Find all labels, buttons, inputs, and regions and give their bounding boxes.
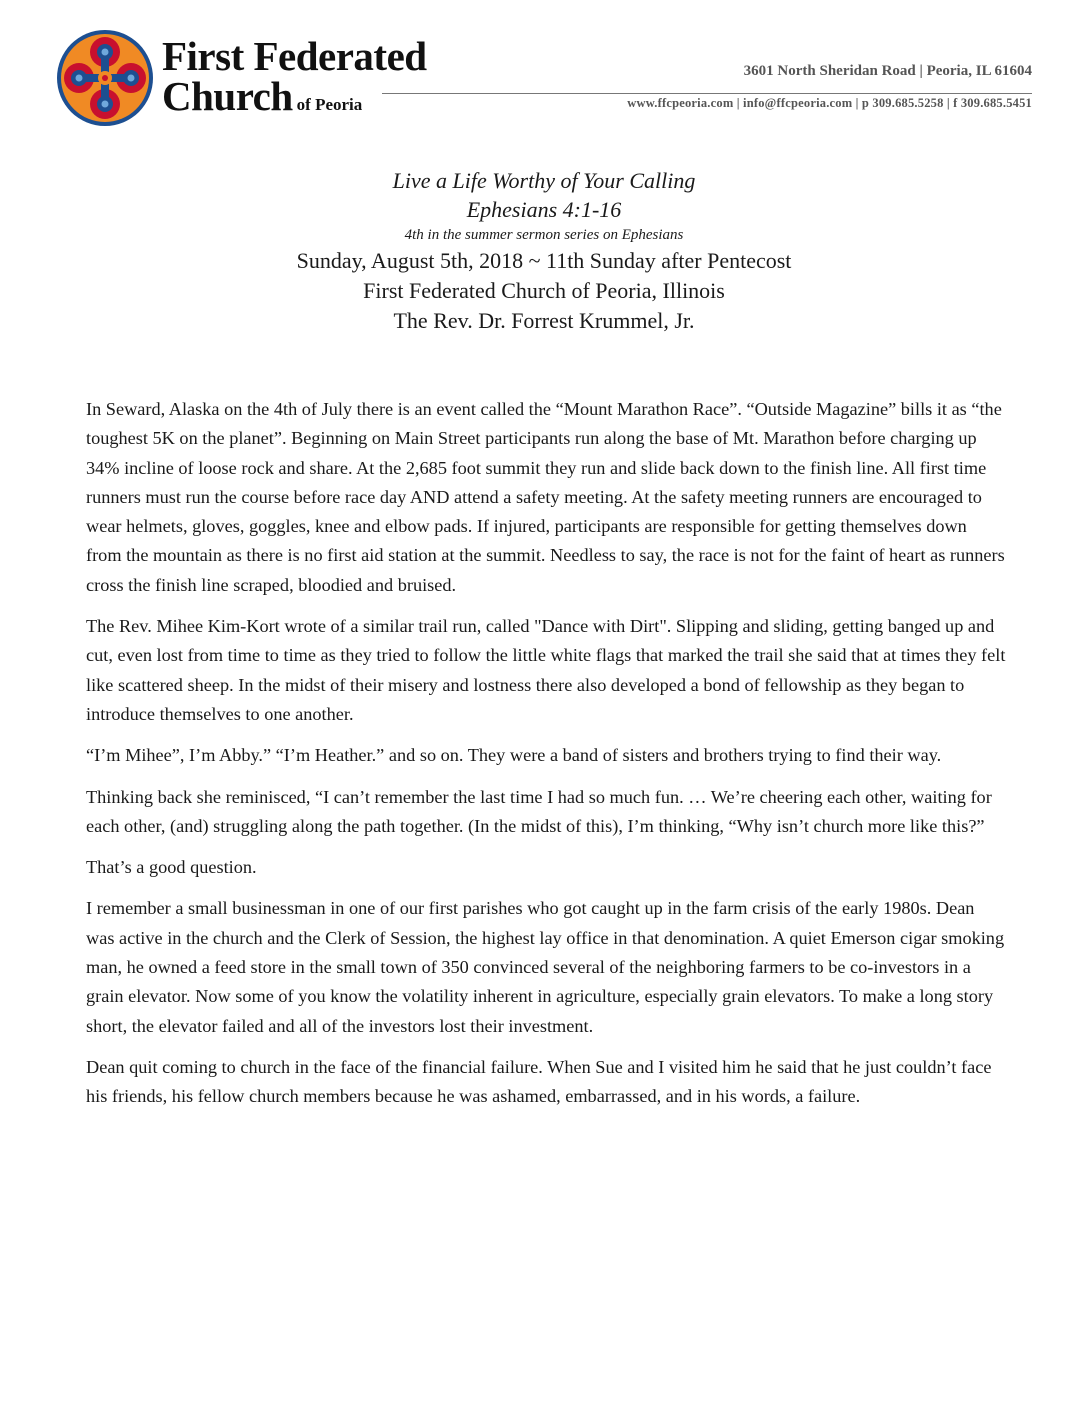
sermon-author: The Rev. Dr. Forrest Krummel, Jr. [393, 308, 695, 333]
sermon-series: 4th in the summer sermon series on Ephesians [404, 227, 684, 243]
sermon-header [0, 166, 1088, 336]
org-name-of-peoria: of Peoria [296, 95, 363, 114]
paragraph: That’s a good question. [86, 857, 257, 878]
paragraph: I remember a small businessman in one of our first parishes who got caught up in the farm crisis of the early 1980s. Dean was active in the church and the Clerk of Session, the highest lay office in that denomination. A quiet Emerson cigar smoking man, he owned a feed store in the small town of 350 convinced several of the neighboring farmers to be co-investors in a grain elevator. Now some of you know the volatility inherent in agriculture, especially grain elevators. To make a long story short, the elevator failed and all of the investors lost their investment. [86, 898, 1005, 1036]
quatrefoil-cross-logo-icon [55, 28, 155, 128]
org-name-line1: First Federated [162, 33, 427, 79]
paragraph: “I’m Mihee”, I’m Abby.” “I’m Heather.” and so on. They were a band of sisters and brothers trying to find their way. [86, 745, 942, 766]
church-location: First Federated Church of Peoria, Illinois [363, 278, 725, 303]
sermon-date: Sunday, August 5th, 2018 ~ 11th Sunday after Pentecost [296, 248, 792, 273]
church-address: 3601 North Sheridan Road | Peoria, IL 61604 [743, 63, 1032, 79]
org-name-line2 [162, 74, 362, 118]
church-contact-info: www.ffcpeoria.com | info@ffcpeoria.com | p 309.685.5258 | f 309.685.5451 [627, 96, 1032, 110]
letterhead [0, 0, 1088, 125]
sermon-title: Live a Life Worthy of Your Calling [392, 168, 696, 193]
paragraph: In Seward, Alaska on the 4th of July there is an event called the “Mount Marathon Race”. “Outside Magazine” bills it as “the toughest 5K on the planet”. Beginning on Main Street participants run along the base of Mt. Marathon before charging up 34% incline of loose rock and share. At the 2,685 foot summit they run and slide back down to the finish line. All first time runners must run the course before race day AND attend a safety meeting. At the safety meeting runners are encouraged to wear helmets, gloves, goggles, knee and elbow pads. If injured, participants are responsible for getting themselves down from the mountain as there is no first aid station at the summit. Needless to say, the race is not for the faint of heart as runners cross the finish line scraped, bloodied and bruised. [86, 399, 1005, 595]
paragraph: Dean quit coming to church in the face of the financial failure. When Sue and I visited him he said that he just couldn’t face his friends, his fellow church members because he was ashamed, embarrassed, and in his words, a failure. [86, 1056, 992, 1107]
scripture-reference: Ephesians 4:1-16 [466, 197, 622, 222]
letterhead-divider [382, 93, 1032, 94]
sermon-body [86, 395, 1006, 1124]
paragraph: Thinking back she reminisced, “I can’t remember the last time I had so much fun. … We’re cheering each other, waiting for each other, (and) struggling along the path together. (In the midst of this), I’m thinking, “Why isn’t church more like this?” [86, 786, 992, 836]
org-name-church: Church [162, 73, 293, 119]
paragraph: The Rev. Mihee Kim-Kort wrote of a similar trail run, called "Dance with Dirt". Slipping and sliding, getting banged up and cut, even lost from time to time as they tried to follow the little white flags that marked the trail she said that at times they felt like scattered sheep. In the midst of their misery and lostness there also developed a bond of fellowship as they began to introduce themselves to one another. [86, 616, 1006, 724]
